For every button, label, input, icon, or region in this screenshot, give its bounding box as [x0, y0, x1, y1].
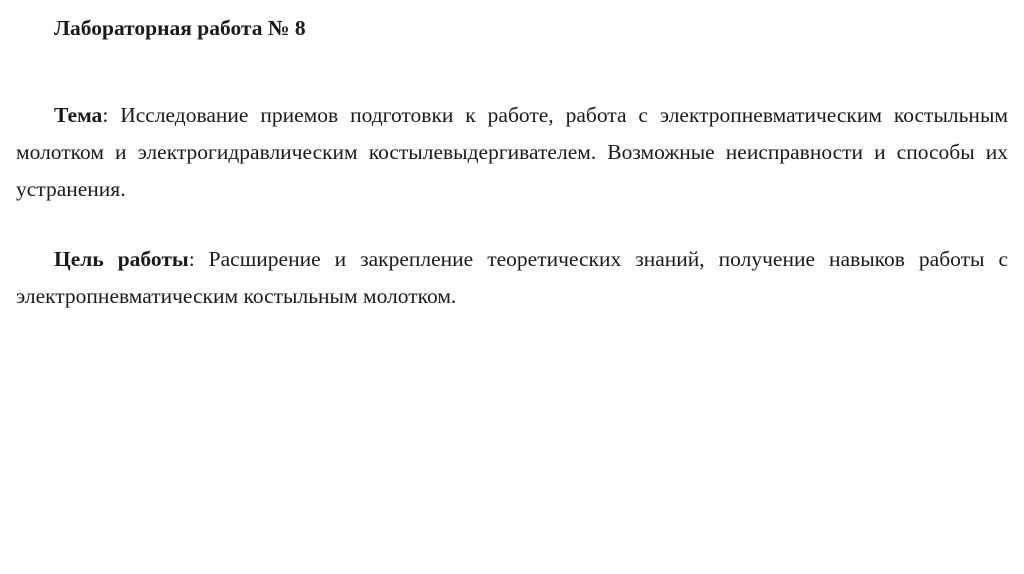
goal-paragraph [16, 241, 1008, 315]
topic-label: Тема [54, 103, 103, 127]
goal-text: Расширение и закрепление теоретических знаний, получение навыков работы с электропневматическим костыльным молотком. [16, 247, 1008, 308]
goal-separator: : [188, 247, 195, 271]
topic-separator: : [102, 103, 109, 127]
goal-label: Цель работы [54, 247, 189, 271]
topic-paragraph [16, 97, 1008, 208]
page-title: Лабораторная работа № 8 [54, 16, 306, 40]
topic-text: Исследование приемов подготовки к работе, работа с электропневматическим костыльным молотком и электрогидравлическим костылевыдергивателем. Возможные неисправности и способы их устранения. [16, 103, 1008, 201]
